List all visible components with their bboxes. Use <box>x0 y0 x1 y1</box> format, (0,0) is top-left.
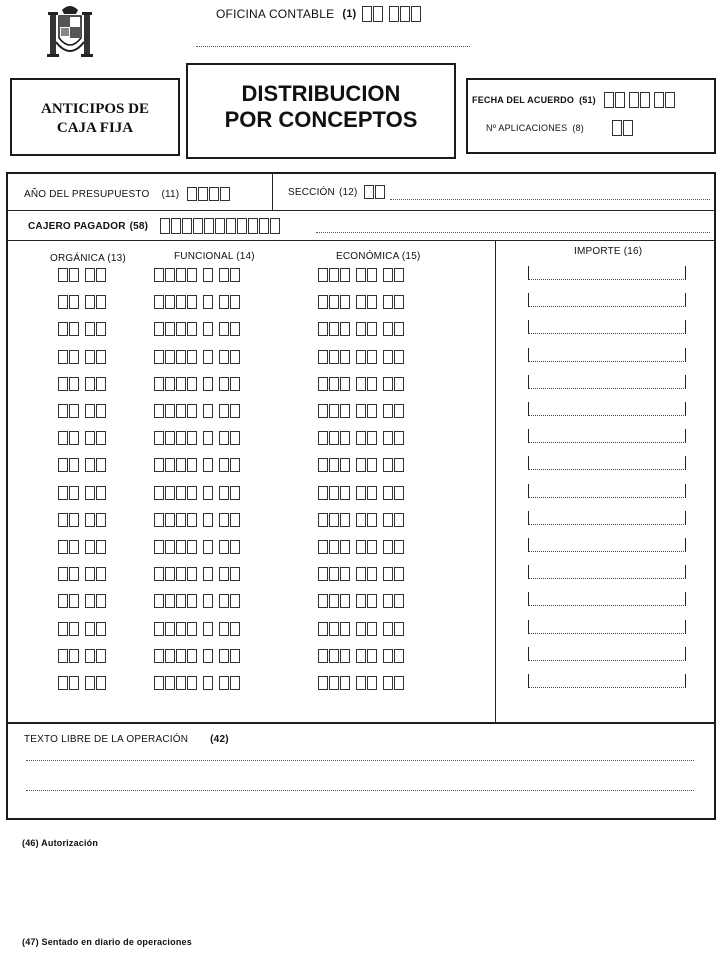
importe-field[interactable] <box>528 592 686 606</box>
divider-vertical <box>272 174 273 210</box>
sentado-label: (47) Sentado en diario de operaciones <box>22 937 192 947</box>
title-line-2: POR CONCEPTOS <box>224 107 418 132</box>
economica-cells[interactable] <box>318 404 405 418</box>
anticipos-line-1: ANTICIPOS DE <box>41 101 149 117</box>
importe-field[interactable] <box>528 456 686 470</box>
texto-libre-label: TEXTO LIBRE DE LA OPERACIÓN <box>24 734 189 745</box>
fecha-label: FECHA DEL ACUERDO <box>472 95 575 105</box>
importe-field[interactable] <box>528 674 686 688</box>
economica-cells[interactable] <box>318 513 405 527</box>
header-organica: ORGÁNICA (13) <box>50 253 126 264</box>
importe-field[interactable] <box>528 266 686 280</box>
funcional-cells[interactable] <box>154 295 241 309</box>
economica-cells[interactable] <box>318 458 405 472</box>
importe-field[interactable] <box>528 402 686 416</box>
organica-cells[interactable] <box>58 431 107 445</box>
header-funcional: FUNCIONAL (14) <box>174 251 255 262</box>
funcional-cells[interactable] <box>154 431 241 445</box>
autorizacion-label: (46) Autorización <box>22 838 99 848</box>
economica-cells[interactable] <box>318 295 405 309</box>
seccion-cells[interactable] <box>364 185 386 199</box>
economica-cells[interactable] <box>318 350 405 364</box>
funcional-cells[interactable] <box>154 322 241 336</box>
organica-cells[interactable] <box>58 513 107 527</box>
cajero-label: CAJERO PAGADOR <box>28 220 126 232</box>
economica-cells[interactable] <box>318 622 405 636</box>
aplic-num: (8) <box>572 123 584 133</box>
fecha-box <box>466 78 716 154</box>
oficina-num: (1) <box>342 8 357 20</box>
organica-cells[interactable] <box>58 268 107 282</box>
divider-3 <box>8 722 714 723</box>
header-importe: IMPORTE (16) <box>574 246 643 257</box>
funcional-cells[interactable] <box>154 649 241 663</box>
importe-field[interactable] <box>528 647 686 661</box>
texto-libre-line-2[interactable] <box>26 790 694 791</box>
texto-libre-box <box>6 724 716 820</box>
funcional-cells[interactable] <box>154 540 241 554</box>
seccion-label: SECCIÓN <box>288 186 335 198</box>
seccion-num: (12) <box>338 186 358 198</box>
funcional-cells[interactable] <box>154 268 241 282</box>
title-box <box>186 63 456 159</box>
economica-cells[interactable] <box>318 486 405 500</box>
funcional-cells[interactable] <box>154 486 241 500</box>
divider-2 <box>8 240 714 241</box>
economica-cells[interactable] <box>318 649 405 663</box>
importe-field[interactable] <box>528 565 686 579</box>
aplic-label: Nº APLICACIONES <box>486 123 568 133</box>
organica-cells[interactable] <box>58 322 107 336</box>
funcional-cells[interactable] <box>154 350 241 364</box>
organica-cells[interactable] <box>58 377 107 391</box>
texto-libre-line-1[interactable] <box>26 760 694 761</box>
cajero-cells[interactable] <box>160 218 281 234</box>
oficina-line <box>196 46 470 47</box>
economica-cells[interactable] <box>318 676 405 690</box>
importe-field[interactable] <box>528 538 686 552</box>
cajero-num: (58) <box>129 220 149 232</box>
organica-cells[interactable] <box>58 594 107 608</box>
importe-field[interactable] <box>528 620 686 634</box>
importe-field[interactable] <box>528 375 686 389</box>
importe-field[interactable] <box>528 511 686 525</box>
funcional-cells[interactable] <box>154 676 241 690</box>
anticipos-box <box>10 78 180 156</box>
oficina-label: OFICINA CONTABLE <box>216 7 335 21</box>
funcional-cells[interactable] <box>154 567 241 581</box>
anio-cells[interactable] <box>187 187 231 201</box>
economica-cells[interactable] <box>318 322 405 336</box>
funcional-cells[interactable] <box>154 458 241 472</box>
organica-cells[interactable] <box>58 649 107 663</box>
funcional-cells[interactable] <box>154 594 241 608</box>
divider-1 <box>8 210 714 211</box>
anio-label: AÑO DEL PRESUPUESTO <box>24 188 150 200</box>
organica-cells[interactable] <box>58 676 107 690</box>
organica-cells[interactable] <box>58 622 107 636</box>
divider-importe <box>495 240 496 722</box>
texto-libre-num: (42) <box>210 734 229 745</box>
organica-cells[interactable] <box>58 350 107 364</box>
anticipos-line-2: CAJA FIJA <box>56 120 134 136</box>
economica-cells[interactable] <box>318 431 405 445</box>
funcional-cells[interactable] <box>154 377 241 391</box>
seccion-line <box>390 199 710 200</box>
organica-cells[interactable] <box>58 404 107 418</box>
economica-cells[interactable] <box>318 594 405 608</box>
organica-cells[interactable] <box>58 567 107 581</box>
fecha-num: (51) <box>579 95 596 105</box>
anio-num: (11) <box>161 188 180 200</box>
economica-cells[interactable] <box>318 268 405 282</box>
main-form-box <box>6 172 716 724</box>
importe-field[interactable] <box>528 348 686 362</box>
fecha-cells[interactable] <box>604 92 676 108</box>
oficina-cells[interactable] <box>362 6 422 22</box>
funcional-cells[interactable] <box>154 513 241 527</box>
organica-cells[interactable] <box>58 295 107 309</box>
economica-cells[interactable] <box>318 540 405 554</box>
aplic-cells[interactable] <box>612 120 634 136</box>
economica-cells[interactable] <box>318 567 405 581</box>
funcional-cells[interactable] <box>154 622 241 636</box>
cajero-line <box>316 232 710 233</box>
economica-cells[interactable] <box>318 377 405 391</box>
organica-cells[interactable] <box>58 486 107 500</box>
importe-field[interactable] <box>528 429 686 443</box>
importe-field[interactable] <box>528 320 686 334</box>
importe-field[interactable] <box>528 293 686 307</box>
title-line-1: DISTRIBUCION <box>241 81 401 106</box>
funcional-cells[interactable] <box>154 404 241 418</box>
header-economica: ECONÓMICA (15) <box>336 251 421 262</box>
organica-cells[interactable] <box>58 458 107 472</box>
importe-field[interactable] <box>528 484 686 498</box>
coat-of-arms-icon <box>44 2 96 60</box>
organica-cells[interactable] <box>58 540 107 554</box>
oficina-contable <box>216 6 422 22</box>
